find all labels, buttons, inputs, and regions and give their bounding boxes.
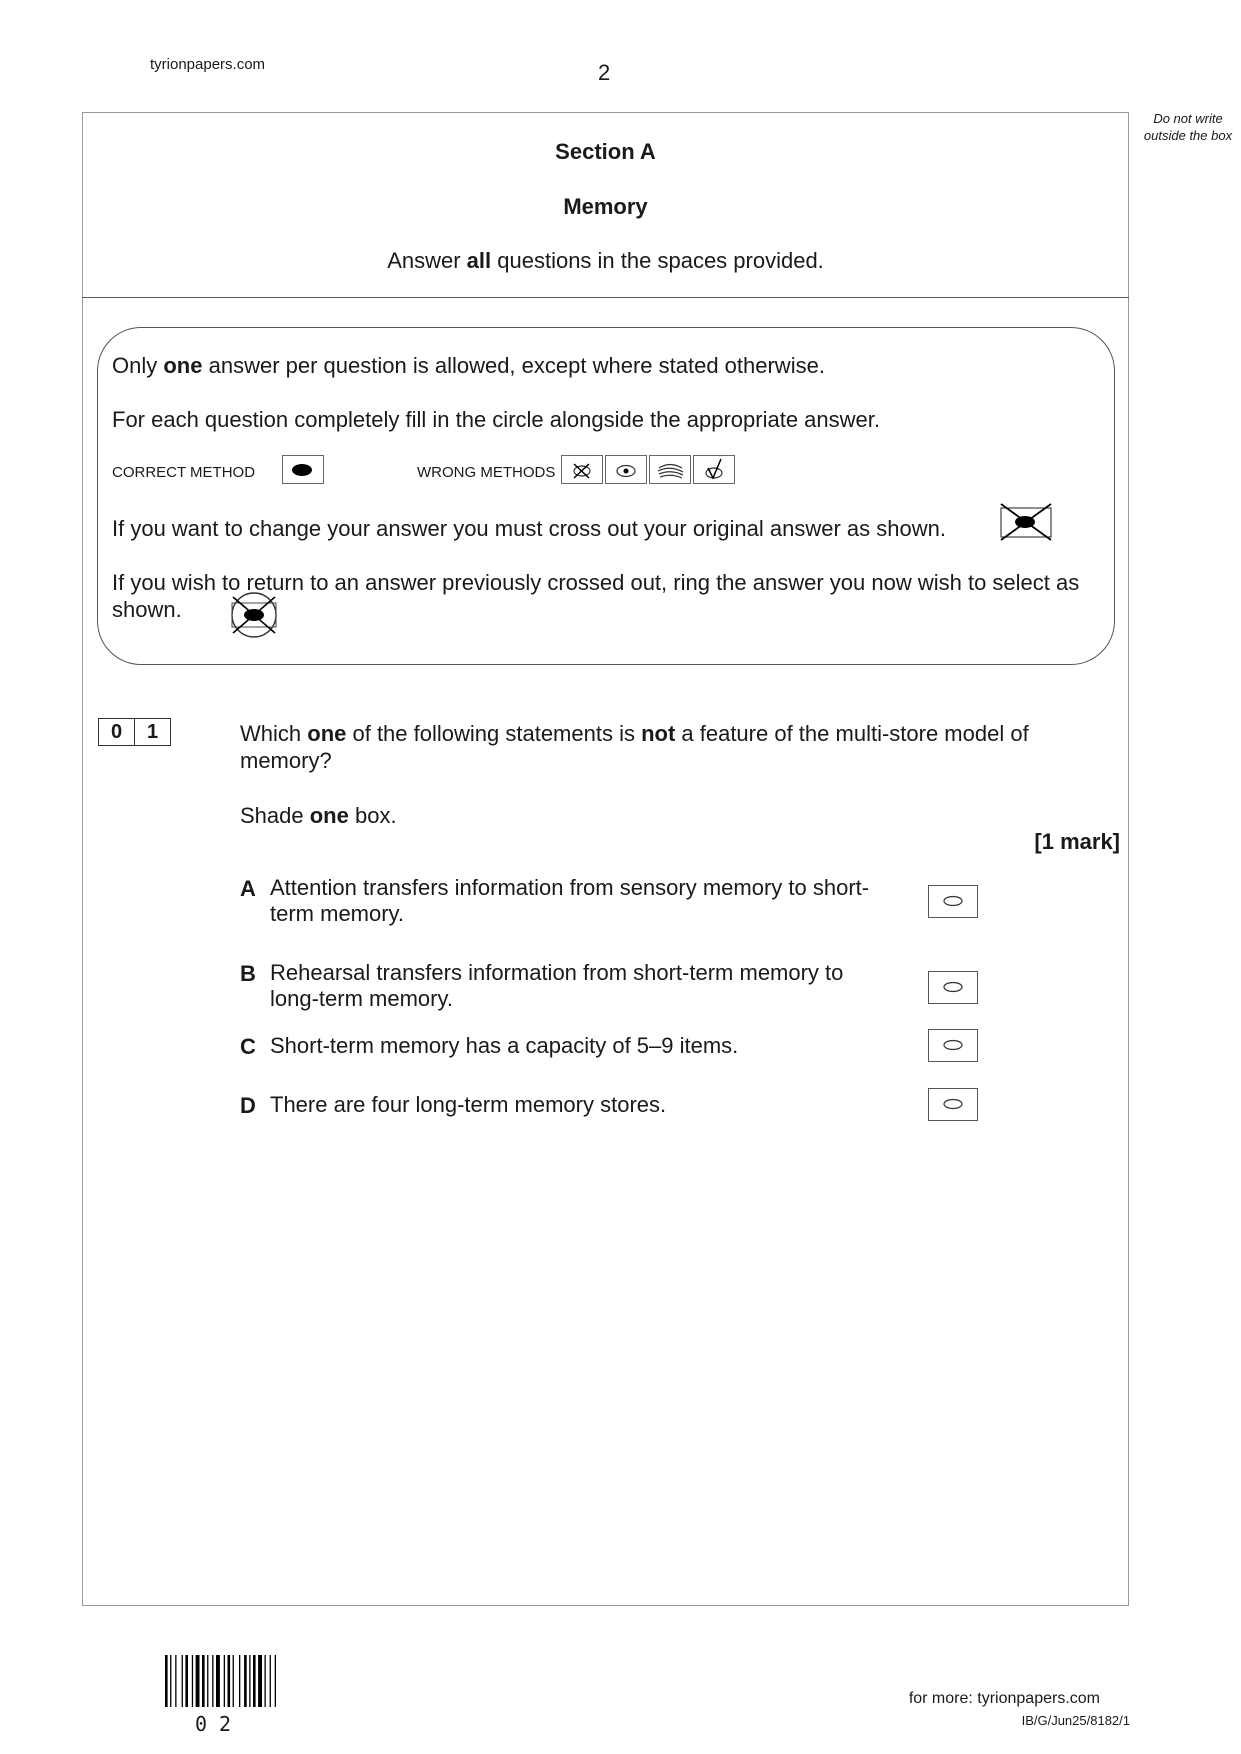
option-c-letter: C bbox=[240, 1034, 256, 1059]
section-title: Section A bbox=[555, 139, 656, 164]
margin-note: Do not write outside the box bbox=[1143, 111, 1233, 143]
inst1-post: answer per question is allowed, except where stated otherwise. bbox=[202, 353, 825, 378]
instruction-cross-out: If you want to change your answer you must cross out your original answer as shown. bbox=[112, 516, 946, 541]
mark-allocation: [1 mark] bbox=[1034, 829, 1120, 854]
correct-method-label: CORRECT METHOD bbox=[112, 464, 256, 481]
q-pre: Which bbox=[240, 721, 308, 746]
answer-all-pre: Answer bbox=[387, 248, 467, 273]
cross-out-example-icon bbox=[1000, 503, 1052, 541]
option-b-answer-box[interactable] bbox=[928, 971, 978, 1004]
page-number: 2 bbox=[598, 60, 611, 85]
option-d-letter: D bbox=[240, 1093, 256, 1118]
shade-pre: Shade bbox=[240, 803, 310, 828]
site-header-link[interactable]: tyrionpapers.com bbox=[150, 56, 266, 73]
header-divider bbox=[82, 297, 1129, 298]
shade-instruction bbox=[240, 802, 397, 829]
option-a-letter: A bbox=[240, 876, 256, 901]
option-d-text: There are four long-term memory stores. bbox=[270, 1092, 667, 1117]
option-b-text: Rehearsal transfers information from short-term memory to long-term memory. bbox=[270, 960, 844, 1011]
question-number-digit: 1 bbox=[134, 719, 170, 745]
option-a-answer-box[interactable] bbox=[928, 885, 978, 918]
instruction-reselect: If you wish to return to an answer previously crossed out, ring the answer you now wish to select as shown. bbox=[112, 570, 1080, 622]
inst1-bold: one bbox=[163, 353, 203, 378]
wrong-method-dot-icon bbox=[605, 455, 647, 484]
q-bold-one: one bbox=[307, 721, 347, 746]
q-post: a feature of the multi-store model of memory? bbox=[240, 721, 1029, 773]
instruction-one-answer bbox=[112, 352, 825, 379]
wrong-method-cross-icon bbox=[561, 455, 603, 484]
inst1-pre: Only bbox=[112, 353, 164, 378]
option-b-letter: B bbox=[240, 961, 256, 986]
option-a-text: Attention transfers information from sensory memory to short-term memory. bbox=[270, 875, 870, 926]
q-bold-not: not bbox=[641, 721, 676, 746]
topic-title: Memory bbox=[563, 194, 648, 219]
option-c-text: Short-term memory has a capacity of 5–9 items. bbox=[270, 1033, 739, 1058]
question-number-digit: 0 bbox=[110, 721, 123, 743]
wrong-method-tick-icon bbox=[693, 455, 735, 484]
paper-code: IB/G/Jun25/8182/1 bbox=[1021, 1713, 1130, 1728]
more-papers-link[interactable]: for more: tyrionpapers.com bbox=[908, 1690, 1100, 1707]
answer-all-bold: all bbox=[466, 248, 492, 273]
wrong-methods-label: WRONG METHODS bbox=[417, 464, 556, 481]
ring-example-icon bbox=[226, 591, 282, 639]
question-number-box bbox=[98, 718, 171, 746]
barcode-number: 02 bbox=[195, 1712, 244, 1736]
barcode-icon bbox=[165, 1655, 277, 1716]
option-d-answer-box[interactable] bbox=[928, 1088, 978, 1121]
question-text bbox=[240, 720, 1070, 774]
wrong-method-scribble-icon bbox=[649, 455, 691, 484]
shade-post: box. bbox=[348, 803, 397, 828]
answer-all-post: questions in the spaces provided. bbox=[491, 248, 824, 273]
option-c-answer-box[interactable] bbox=[928, 1029, 978, 1062]
shade-bold: one bbox=[309, 803, 349, 828]
instruction-fill-circle: For each question completely fill in the circle alongside the appropriate answer. bbox=[112, 407, 880, 432]
answer-all-instruction bbox=[82, 248, 1129, 274]
q-mid: of the following statements is bbox=[346, 721, 642, 746]
correct-method-example-icon bbox=[282, 455, 324, 484]
